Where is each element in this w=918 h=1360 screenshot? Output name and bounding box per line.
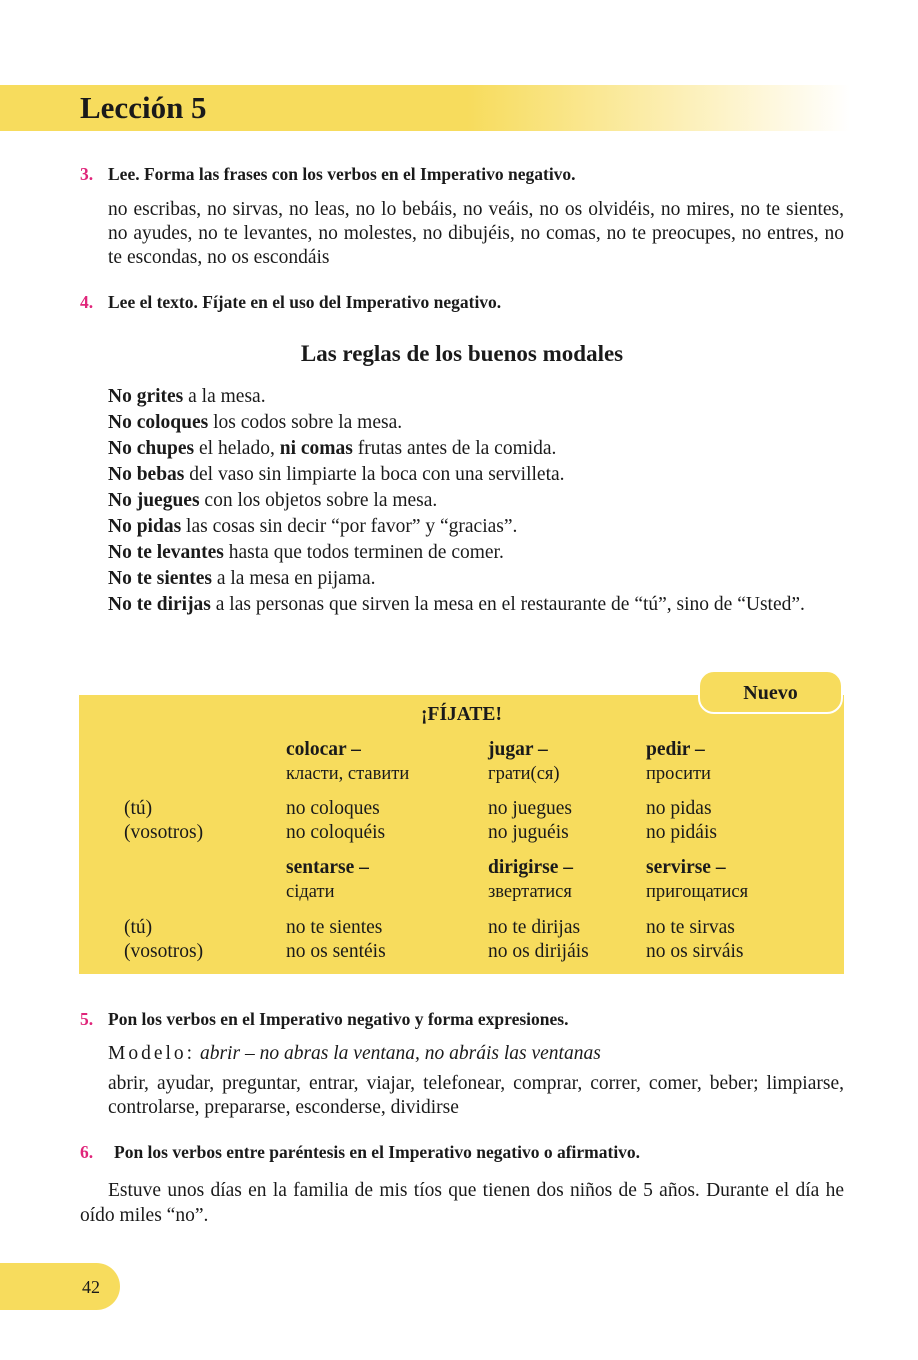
task-3-text: no escribas, no sirvas, no leas, no lo bebáis, no veáis, no os olvidéis, no mires, no te sientes, no ayudes, no te levantes, no molestes, no dibujéis, no comas, no te preocupes, no entres, no te escondas, no os escondáis <box>108 199 844 268</box>
rule-item: No te dirijas a las personas que sirven la mesa en el restaurante de “tú”, sino de “Usted”. <box>108 594 805 615</box>
rule-item: No te levantes hasta que todos terminen de comer. <box>108 542 504 563</box>
task-6-heading <box>80 1140 640 1164</box>
pronoun-vosotros: (vosotros) <box>124 941 204 962</box>
task-5-text: abrir, ayudar, preguntar, entrar, viajar, telefonear, comprar, correr, comer, beber; limpiarse, controlarse, prepararse, esconderse, dividirse <box>108 1073 844 1118</box>
form-tu: no coloques <box>286 798 380 819</box>
rule-item: No chupes el helado, ni comas frutas antes de la comida. <box>108 438 557 459</box>
modelo-label: Modelo: <box>108 1043 196 1064</box>
nuevo-tab: Nuevo <box>698 670 843 714</box>
pronoun-vosotros: (vosotros) <box>124 822 204 843</box>
rule-item: No pidas las cosas sin decir “por favor” y “gracias”. <box>108 516 518 537</box>
form-vosotros: no juguéis <box>488 822 569 843</box>
task-6-instruction: Pon los verbos entre paréntesis en el Imperativo negativo o afirmativo. <box>114 1142 641 1162</box>
task-6-number: 6. <box>80 1142 94 1162</box>
rule-item: No grites a la mesa. <box>108 386 266 407</box>
task-3-heading <box>80 162 576 186</box>
form-vosotros: no os dirijáis <box>488 941 589 962</box>
modelo-text: abrir – no abras la ventana, no abráis las ventanas <box>199 1043 601 1064</box>
pronoun-tu: (tú) <box>124 798 153 819</box>
story-title: Las reglas de los buenos modales <box>300 341 624 366</box>
verb-translation: пригощатися <box>646 882 749 902</box>
task-5-instruction: Pon los verbos en el Imperativo negativo y forma expresiones. <box>108 1009 569 1029</box>
verb-infinitive: jugar – <box>488 739 548 760</box>
verb-infinitive: sentarse – <box>286 857 369 878</box>
verb-translation: грати(ся) <box>488 764 560 784</box>
task-6-text: Estuve unos días en la familia de mis tíos que tienen dos niños de 5 años. Durante el día he oído miles “no”. <box>80 1180 844 1226</box>
task-3-instruction: Lee. Forma las frases con los verbos en el Imperativo negativo. <box>108 164 576 184</box>
page-number: 42 <box>82 1277 100 1297</box>
fijate-title: ¡FÍJATE! <box>421 704 502 725</box>
form-vosotros: no pidáis <box>646 822 717 843</box>
rules-list <box>108 384 848 618</box>
form-tu: no juegues <box>488 798 572 819</box>
verb-infinitive: colocar – <box>286 739 361 760</box>
rule-item: No coloques los codos sobre la mesa. <box>108 412 403 433</box>
verb-infinitive: pedir – <box>646 739 705 760</box>
verb-infinitive: servirse – <box>646 857 726 878</box>
form-tu: no pidas <box>646 798 712 819</box>
verb-infinitive: dirigirse – <box>488 857 574 878</box>
task-5-heading <box>80 1007 568 1031</box>
task-3-number: 3. <box>80 164 94 184</box>
form-tu: no te dirijas <box>488 917 581 938</box>
task-4-number: 4. <box>80 292 94 312</box>
form-vosotros: no coloquéis <box>286 822 386 843</box>
rule-item: No bebas del vaso sin limpiarte la boca con una servilleta. <box>108 464 565 485</box>
form-tu: no te sirvas <box>646 917 735 938</box>
verb-translation: звертатися <box>488 882 572 902</box>
form-vosotros: no os sirváis <box>646 941 744 962</box>
task-4-instruction: Lee el texto. Fíjate en el uso del Imperativo negativo. <box>108 292 502 312</box>
modelo-example <box>108 1042 601 1066</box>
task-4-heading <box>80 290 501 314</box>
verb-translation: просити <box>646 764 711 784</box>
page-number-badge <box>0 1263 120 1310</box>
verb-translation: класти, ставити <box>286 764 410 784</box>
lesson-title: Lección 5 <box>80 90 207 125</box>
form-tu: no te sientes <box>286 917 383 938</box>
rule-item: No te sientes a la mesa en pijama. <box>108 568 376 589</box>
rule-item: No juegues con los objetos sobre la mesa. <box>108 490 438 511</box>
task-5-number: 5. <box>80 1009 94 1029</box>
form-vosotros: no os sentéis <box>286 941 386 962</box>
pronoun-tu: (tú) <box>124 917 153 938</box>
verb-translation: сідати <box>286 882 335 902</box>
